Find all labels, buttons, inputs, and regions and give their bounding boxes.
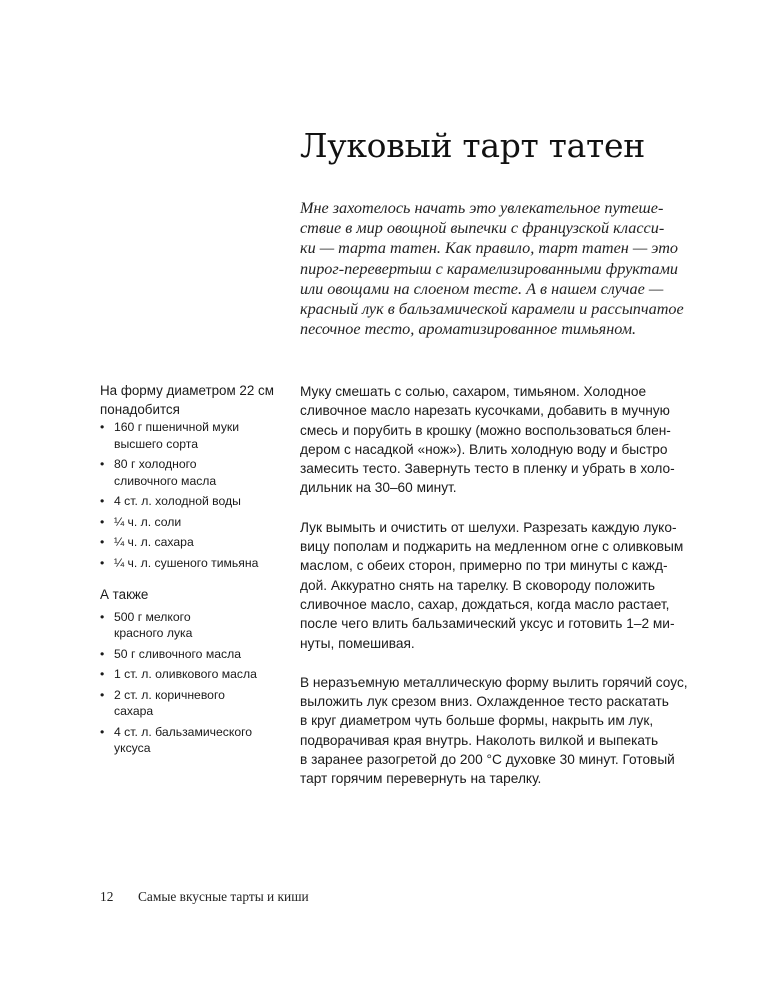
ingredient-item (100, 419, 280, 452)
intro-line: пирог-перевертыш с карамелизированными фруктами (300, 259, 679, 278)
ingredient-item (100, 646, 280, 663)
ingredients-heading-line: понадобится (100, 401, 180, 417)
ingredient-line: 4 ст. л. холодной воды (114, 494, 241, 508)
intro-line: Мне захотелось начать это увлекательное путеше- (300, 199, 664, 217)
method-line: Муку смешать с солью, сахаром, тимьяном. Холодное (300, 384, 647, 399)
intro-line: ки — тарта татен. Как правило, тарт татен — это (300, 239, 679, 258)
intro-line: или овощами на слоеном тесте. А в нашем случае — (300, 279, 664, 298)
also-ingredients-list (100, 609, 280, 757)
method-line: замесить тесто. Завернуть тесто в пленку и убрать в холо- (300, 461, 675, 477)
ingredient-item (100, 514, 280, 531)
page-footer (100, 889, 309, 905)
ingredient-item (100, 493, 280, 510)
intro-line: красный лук в бальзамической карамели и рассыпчатое (300, 300, 684, 319)
ingredient-item (100, 609, 280, 642)
bullet-icon: • (100, 687, 105, 702)
ingredients-heading-line: На форму диаметром 22 см (100, 383, 274, 398)
method-line: в круг диаметром чуть больше формы, накрыть им лук, (300, 713, 654, 729)
recipe-title: Луковый тарт татен (300, 126, 645, 165)
method-line: сливочное масло, сахар, дождаться, когда масло растает, (300, 596, 670, 612)
ingredient-line: ¼ ч. л. сахара (114, 535, 194, 549)
ingredient-line: 500 г мелкого (114, 609, 191, 624)
running-title: Самые вкусные тарты и киши (138, 889, 309, 904)
bullet-icon: • (100, 494, 105, 508)
method-line: смесь и порубить в крошку (можно воспользоваться блен- (300, 422, 671, 438)
bullet-icon: • (100, 457, 105, 471)
ingredient-line: ¼ ч. л. сушеного тимьяна (114, 555, 259, 570)
method-line: сливочное масло нарезать кусочками, добавить в мучную (300, 403, 670, 419)
ingredient-line: 160 г пшеничной муки (114, 420, 240, 434)
ingredient-line: высшего сорта (114, 436, 198, 451)
method-line: вицу пополам и поджарить на медленном огне с оливковым (300, 539, 684, 555)
bullet-icon: • (100, 646, 105, 661)
bullet-icon: • (100, 667, 105, 681)
method-line: после чего влить бальзамический уксус и готовить 1–2 ми- (300, 616, 675, 632)
ingredient-item (100, 724, 280, 757)
method-line: дой. Аккуратно снять на тарелку. В сковороду положить (300, 577, 656, 593)
method-paragraph (300, 518, 700, 653)
ingredient-line: 2 ст. л. коричневого (114, 687, 225, 702)
method-line: дером с насадкой «нож»). Влить холодную воду и быстро (300, 441, 668, 457)
method-line: дильник на 30–60 минут. (300, 480, 457, 496)
bullet-icon: • (100, 535, 105, 549)
ingredient-line: уксуса (114, 741, 151, 755)
method-line: в заранее разогретой до 200 °С духовке 30 минут. Готовый (300, 752, 675, 768)
method-line: маслом, с обеих сторон, примерно по три минуты с кажд- (300, 558, 668, 574)
ingredient-item (100, 555, 280, 572)
ingredient-line: 1 ст. л. оливкового масла (114, 667, 257, 681)
ingredient-line: 50 г сливочного масла (114, 646, 241, 661)
method-paragraph (300, 382, 700, 498)
ingredient-line: сахара (114, 704, 154, 718)
method-line: В неразъемную металлическую форму вылить горячий соус, (300, 674, 688, 690)
ingredient-line: красного лука (114, 626, 193, 640)
method-line: Лук вымыть и очистить от шелухи. Разрезать каждую луко- (300, 519, 677, 535)
ingredient-item (100, 687, 280, 720)
bullet-icon: • (100, 420, 105, 434)
recipe-method (300, 382, 700, 809)
intro-line: песочное тесто, ароматизированное тимьяном. (300, 320, 637, 339)
method-line: тарт горячим перевернуть на тарелку. (300, 771, 542, 787)
method-line: выложить лук срезом вниз. Охлажденное тесто раскатать (300, 694, 669, 710)
ingredient-item (100, 456, 280, 489)
ingredient-line: 80 г холодного (114, 457, 197, 471)
bullet-icon: • (100, 724, 105, 739)
bullet-icon: • (100, 555, 105, 570)
ingredient-item (100, 666, 280, 683)
method-paragraph (300, 673, 700, 789)
bullet-icon: • (100, 514, 105, 529)
ingredients-list (100, 419, 280, 571)
ingredient-line: ¼ ч. л. соли (114, 514, 182, 529)
recipe-intro (300, 198, 700, 339)
also-heading: А также (100, 587, 149, 602)
page-number: 12 (100, 889, 114, 904)
intro-line: ствие в мир овощной выпечки с французской класси- (300, 219, 665, 238)
ingredient-line: 4 ст. л. бальзамического (114, 724, 253, 739)
ingredient-line: сливочного масла (114, 473, 217, 488)
ingredients-sidebar (100, 382, 280, 761)
method-line: подворачивая края внутрь. Наколоть вилкой и выпекать (300, 732, 659, 748)
ingredient-item (100, 534, 280, 551)
bullet-icon: • (100, 609, 105, 624)
method-line: нуты, помешивая. (300, 635, 415, 651)
ingredients-heading (100, 382, 280, 419)
